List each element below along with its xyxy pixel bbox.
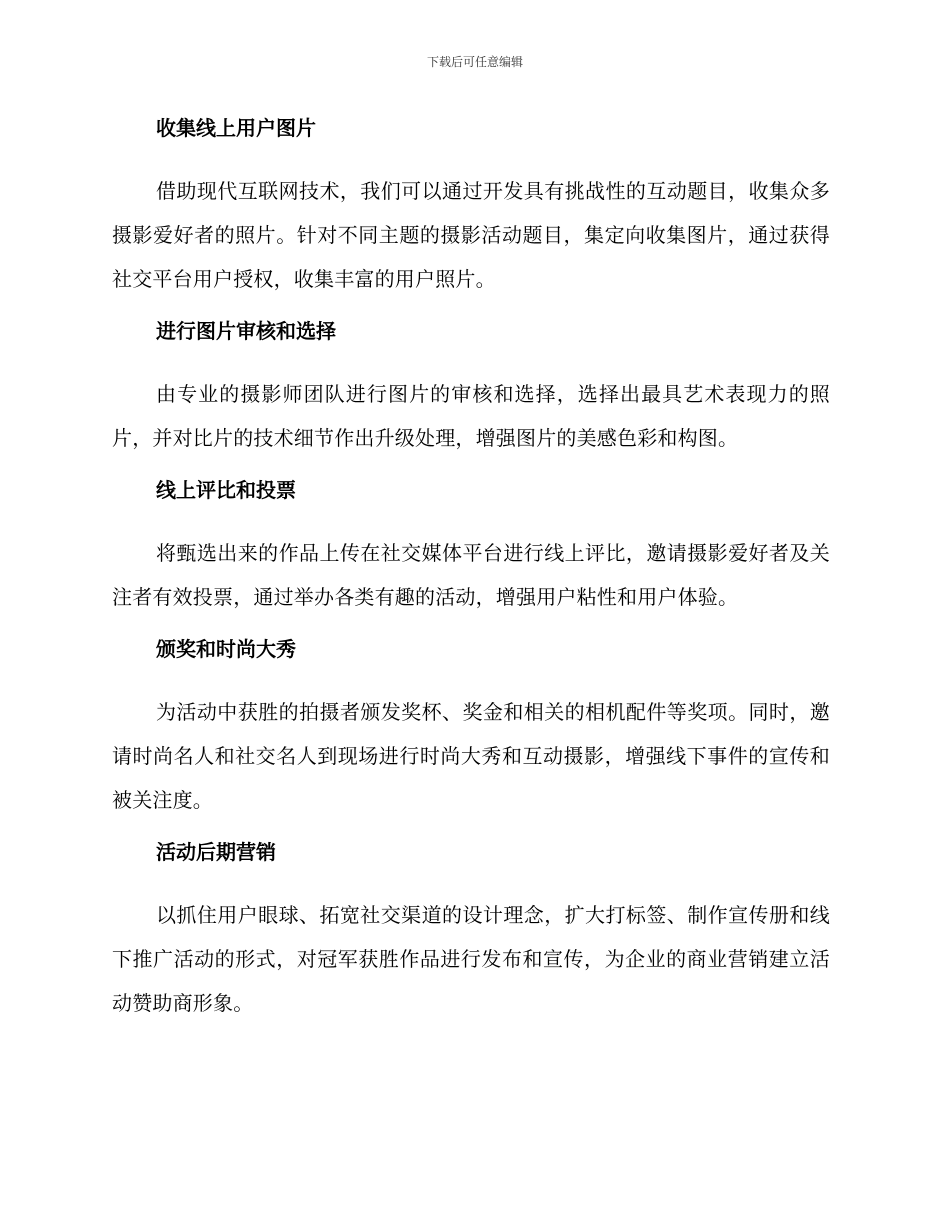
spacer [112,144,830,169]
page-header: 下载后可任意编辑 [426,55,523,69]
section-paragraph: 借助现代互联网技术，我们可以通过开发具有挑战性的互动题目，收集众多摄影爱好者的照片。针对不同主题的摄影活动题目，集定向收集图片，通过获得社交平台用户授权，收集丰富的用户照片。 [112,179,830,291]
section-heading: 进行图片审核和选择 [156,319,336,343]
section-paragraph: 为活动中获胜的拍摄者颁发奖杯、奖金和相关的相机配件等奖项。同时，邀请时尚名人和社交名人到现场进行时尚大秀和互动摄影，增强线下事件的宣传和被关注度。 [112,700,830,812]
section-collect-photos [112,112,830,315]
section-heading: 线上评比和投票 [156,478,296,502]
section-paragraph: 由专业的摄影师团队进行图片的审核和选择，选择出最具艺术表现力的照片，并对比片的技术细节作出升级处理，增强图片的美感色彩和构图。 [112,382,830,450]
section-heading: 颁奖和时尚大秀 [156,637,296,661]
section-heading: 活动后期营销 [156,840,276,864]
section-review-select [112,315,830,474]
spacer [112,619,830,633]
spacer [112,347,830,372]
spacer [112,868,830,893]
document-body [112,112,830,1025]
section-awards-fashion-show [112,633,830,836]
spacer [112,506,830,531]
spacer [112,822,830,836]
section-heading: 收集线上用户图片 [156,116,316,140]
section-paragraph: 以抓住用户眼球、拓宽社交渠道的设计理念，扩大打标签、制作宣传册和线下推广活动的形式，对冠军获胜作品进行发布和宣传，为企业的商业营销建立活动赞助商形象。 [112,903,830,1015]
spacer [112,460,830,474]
section-post-event-marketing [112,836,830,1025]
section-online-voting [112,474,830,633]
spacer [112,665,830,690]
section-paragraph: 将甄选出来的作品上传在社交媒体平台进行线上评比，邀请摄影爱好者及关注者有效投票，通过举办各类有趣的活动，增强用户粘性和用户体验。 [112,541,830,609]
spacer [112,301,830,315]
